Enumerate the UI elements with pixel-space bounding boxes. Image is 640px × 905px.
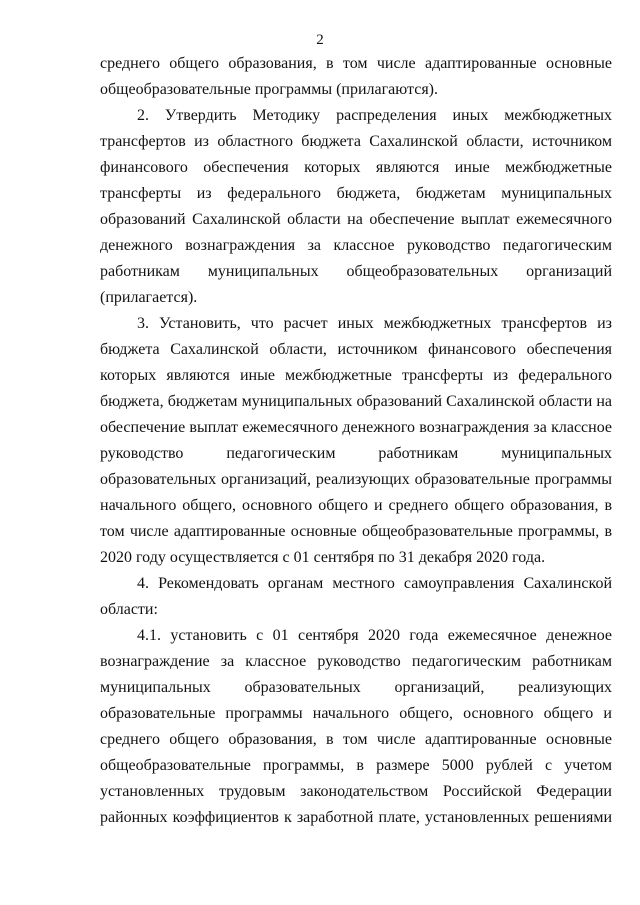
paragraph-continuation: среднего общего образования, в том числе адаптированные основные общеобразовательные программы (прилагаются).	[100, 55, 612, 98]
page-number: 2	[316, 32, 324, 48]
paragraph-item-3: 3. Установить, что расчет иных межбюджетных трансфертов из бюджета Сахалинской области, источником финансового обеспечения которых являются иные межбюджетные трансферты из федерального бюджета, бюджетам муниципальных образований Сахалинской области на обеспечение выплат ежемесячного денежного вознаграждения за классное руководство педагогическим работникам муниципальных образовательных организаций, реализующих образовательные программы начального общего, основного общего и среднего общего образования, в том числе адаптированные основные общеобразовательные программы, в 2020 году осуществляется с 01 сентября по 31 декабря 2020 года.	[100, 315, 612, 566]
paragraph-item-4: 4. Рекомендовать органам местного самоуправления Сахалинской области:	[100, 575, 612, 618]
paragraph-item-4-1: 4.1. установить с 01 сентября 2020 года ежемесячное денежное вознаграждение за классное руководство педагогическим работникам муниципальных образовательных организаций, реализующих образовательные программы начального общего, основного общего и среднего общего образования, в том числе адаптированные основные общеобразовательные программы, в размере 5000 рублей с учетом установленных трудовым законодательством Российской Федерации районных коэффициентов к заработной плате, установленных решениями	[100, 627, 612, 826]
document-body	[100, 51, 612, 831]
paragraph-item-2: 2. Утвердить Методику распределения иных межбюджетных трансфертов из областного бюджета Сахалинской области, источником финансового обеспечения которых являются иные межбюджетные трансферты из федерального бюджета, бюджетам муниципальных образований Сахалинской области на обеспечение выплат ежемесячного денежного вознаграждения за классное руководство педагогическим работникам муниципальных общеобразовательных организаций (прилагается).	[100, 107, 612, 306]
